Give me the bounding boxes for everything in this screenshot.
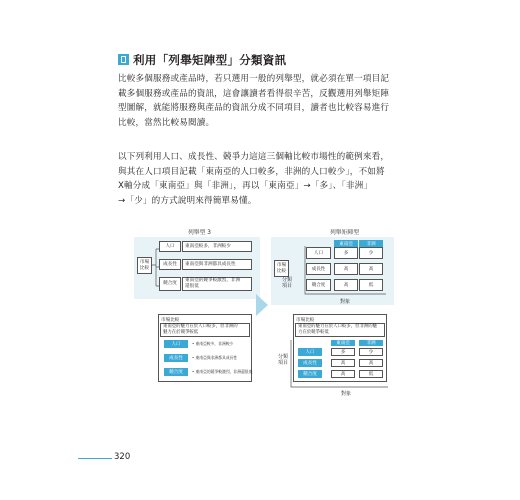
matrix-cell: 低 xyxy=(359,279,383,291)
bottom-right-box-title: 市場比較 xyxy=(296,318,315,323)
matrix-axis-y: 分類 項目 xyxy=(282,277,293,289)
bottom-right-row-label: 人口 xyxy=(298,348,322,356)
list-type-title: 列舉型 3 xyxy=(188,230,211,236)
matrix-axes xyxy=(302,246,386,298)
bottom-left-row-label: 競合度 xyxy=(164,368,188,376)
paragraph-line: →「少」的方式說明來得簡單易懂。 xyxy=(118,195,257,206)
bottom-right-cell: 高 xyxy=(331,359,355,367)
bottom-left-row-text: • 東南亞的競爭較激烈，非洲還很低 xyxy=(192,369,253,374)
paragraph-line: 與其在人口項目記載「東南亞的人口較多，非洲的人口較少」，不如將 xyxy=(118,166,385,177)
paragraph-line: 型圖解，就能將服務與產品的資訊分成不同項目，讀者也比較容易進行 xyxy=(118,103,390,114)
bottom-right-axes xyxy=(289,338,389,390)
paragraph-line: 比較多個服務或產品時，若只選用一般的列舉型，就必須在單一項目記 xyxy=(118,74,390,84)
paragraph-line: X軸分成「東南亞」與「非洲」，再以「東南亞」→「多」、「非洲」 xyxy=(118,181,373,192)
market-compare-label: 市場 比較 xyxy=(137,257,152,274)
matrix-axis-x: 對象 xyxy=(340,299,351,305)
bottom-right-col-header: 非洲 xyxy=(359,340,383,346)
matrix-cell: 多 xyxy=(334,247,358,259)
bottom-right-cell: 多 xyxy=(331,348,355,356)
matrix-cell: 高 xyxy=(334,263,358,275)
list-row-label: 成長性 xyxy=(159,259,181,270)
paragraph-line: 以下列利用人口、成長性、競爭力這這三個軸比較市場性的範例來看， xyxy=(118,152,390,162)
bottom-right-axis-y: 分類 項目 xyxy=(278,354,289,366)
matrix-row-label: 人口 xyxy=(306,247,331,259)
section-heading: 利用「列舉矩陣型」分類資訊 xyxy=(133,53,287,67)
bottom-right-col-header: 東南亞 xyxy=(331,340,355,346)
bottom-left-row-text: • 東南亞較多，非洲較少 xyxy=(192,341,234,346)
bottom-right-row-label: 成長性 xyxy=(298,359,322,367)
matrix-cell: 高 xyxy=(334,279,358,291)
bottom-right-cell: 高 xyxy=(359,359,383,367)
arrow-right-icon xyxy=(255,293,269,317)
bottom-left-box-text: 東南亞的魅力在於人口較多，但非洲的 魅力在於競爭較低 xyxy=(160,323,250,337)
matrix-col-header: 東南亞 xyxy=(334,240,358,248)
bottom-right-axis-x: 對象 xyxy=(341,391,352,397)
matrix-side-label: 市場 比較 xyxy=(274,260,289,277)
bottom-right-cell: 高 xyxy=(331,370,355,378)
bottom-left-row-label: 人口 xyxy=(164,340,188,348)
paragraph-line: 比較，當然比較易閱讀。 xyxy=(118,117,215,128)
footer-rule xyxy=(78,458,112,459)
matrix-cell: 高 xyxy=(359,263,383,275)
list-row-text: 東南亞與非洲都具成長性 xyxy=(182,259,252,270)
paragraph-line: 載多個服務或產品的資訊，這會讓讀者看得很辛苦，反觀選用列舉矩陣 xyxy=(118,88,390,99)
matrix-row-label: 競合度 xyxy=(306,279,331,291)
bottom-right-row-label: 競合度 xyxy=(298,370,322,378)
bottom-left-row-label: 成長性 xyxy=(164,354,188,362)
page-number: 320 xyxy=(114,452,131,462)
matrix-cell: 少 xyxy=(359,247,383,259)
list-row-text: 東南亞較多，非洲較少 xyxy=(182,241,252,252)
list-row-label: 競合度 xyxy=(159,277,181,291)
bottom-left-row-text: • 東南亞與非洲都具成長性 xyxy=(192,355,238,360)
bottom-right-box-text: 東南亞的魅力在於人口較多，但非洲的魅 力在於競爭較低 xyxy=(295,323,385,337)
bottom-right-cell: 少 xyxy=(359,348,383,356)
matrix-row-label: 成長性 xyxy=(306,263,331,275)
matrix-col-header: 非洲 xyxy=(359,240,383,248)
list-row-text: 東南亞的競爭較激烈，非洲 還很低 xyxy=(182,277,252,291)
bottom-left-box-title: 市場比較 xyxy=(161,318,180,323)
list-row-label: 人口 xyxy=(159,241,181,252)
matrix-type-title: 列舉矩陣型 xyxy=(330,230,359,236)
bottom-right-cell: 低 xyxy=(359,370,383,378)
